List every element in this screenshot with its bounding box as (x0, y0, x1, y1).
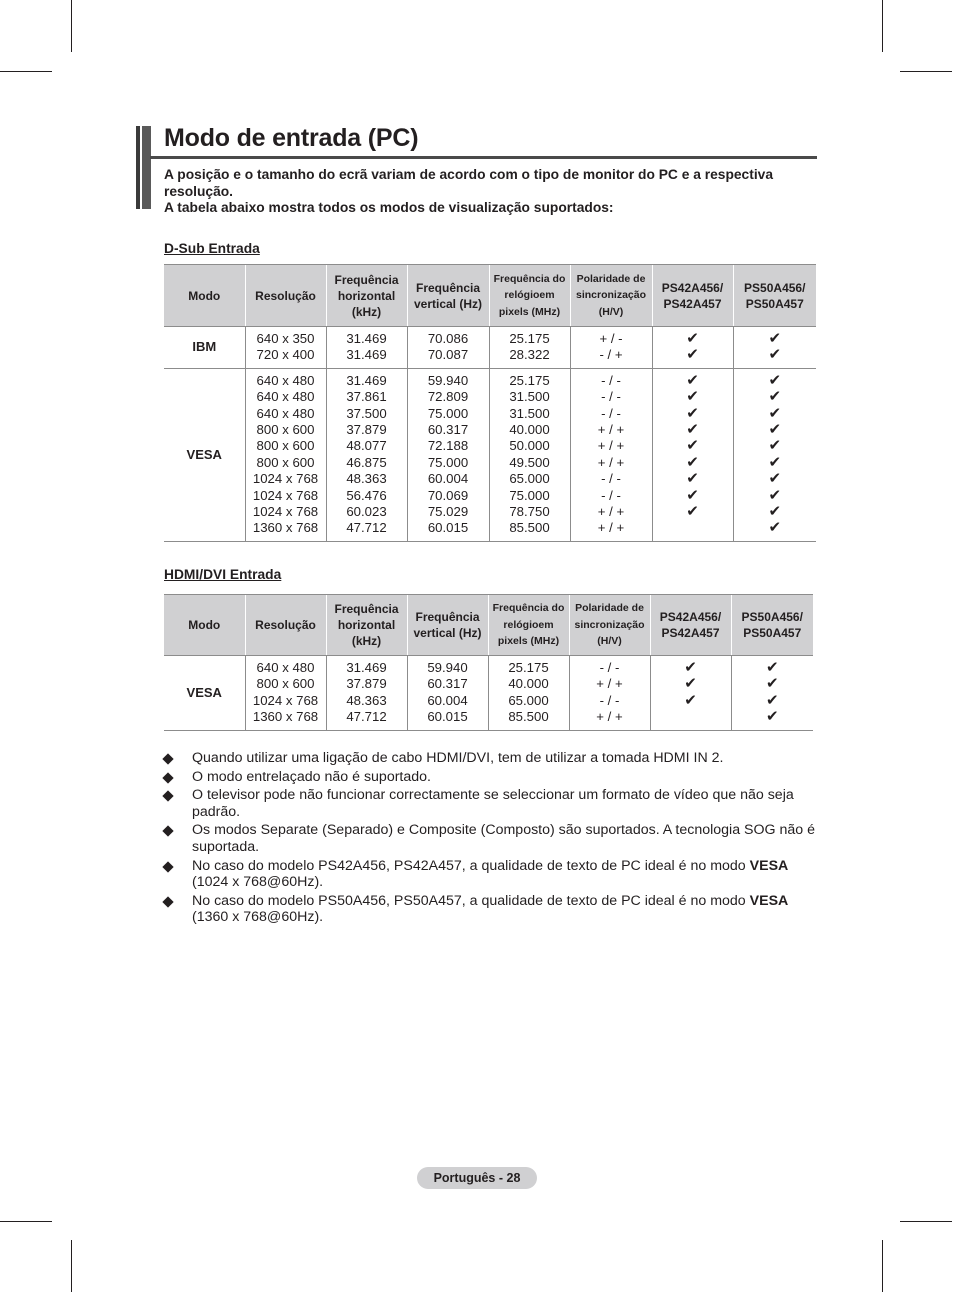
check-icon-column-ps42: ✔ ✔ ✔ ✔ ✔ ✔ ✔ ✔ ✔ (686, 371, 699, 521)
table-row (164, 327, 816, 369)
table-row (164, 368, 816, 541)
check-icon-column-ps50: ✔ ✔ (768, 330, 782, 364)
header-ps50: PS50A456/ PS50A457 (731, 595, 813, 656)
intro-line: A tabela abaixo mostra todos os modos de visualização suportados: (164, 200, 614, 215)
header-ps50: PS50A456/ PS50A457 (733, 265, 816, 327)
check-icon-column-ps42: ✔ ✔ (686, 330, 699, 364)
header-hfreq: Frequência horizontal (kHz) (326, 595, 407, 656)
crop-mark (0, 1221, 52, 1222)
header-mode: Modo (164, 595, 245, 656)
list-item (164, 858, 824, 891)
list-item (164, 893, 824, 926)
note-bold: VESA (749, 892, 789, 909)
page-title: Modo de entrada (PC) (164, 124, 419, 152)
check-icon-column-ps50: ✔ ✔ ✔ ✔ ✔ ✔ ✔ ✔ ✔ ✔ (768, 371, 782, 537)
notes-list (164, 750, 824, 928)
table-row (164, 656, 813, 731)
crop-mark (882, 1240, 883, 1292)
cell-pixel-clock: 25.175 31.500 31.500 40.000 50.000 49.500 65.000 75.000 78.750 85.500 (509, 372, 550, 536)
note-bold: VESA (749, 857, 789, 874)
cell-vfreq: 59.940 72.809 75.000 60.317 72.188 75.000 60.004 70.069 75.029 60.015 (427, 372, 469, 536)
note-text: O modo entrelaçado não é suportado. (192, 768, 431, 785)
cell-resolution: 640 x 480 640 x 480 640 x 480 800 x 600 800 x 600 800 x 600 1024 x 768 1024 x 768 1024 x 768 1360 x 768 (252, 372, 319, 536)
list-item (164, 750, 824, 767)
cell-polarity: - / - + / + - / - + / + (596, 660, 623, 725)
cell-resolution: 640 x 480 800 x 600 1024 x 768 1360 x 768 (252, 660, 319, 725)
page-number-badge: Português - 28 (417, 1167, 537, 1189)
note-text: (1024 x 768@60Hz). (192, 874, 324, 891)
cell-vfreq: 59.940 60.317 60.004 60.015 (427, 660, 468, 725)
cell-hfreq: 31.469 37.879 48.363 47.712 (346, 660, 387, 725)
dsub-modes-table (164, 264, 816, 542)
crop-mark (882, 0, 883, 52)
diamond-bullet-icon (162, 791, 173, 802)
note-text: No caso do modelo PS50A456, PS50A457, a qualidade de texto de PC ideal é no modo (192, 892, 750, 909)
crop-mark (900, 71, 952, 72)
cell-polarity: - / - - / - - / - + / + + / + + / + - / - - / - + / + + / + (597, 372, 625, 536)
crop-mark (900, 1221, 952, 1222)
header-vfreq: Frequência vertical (Hz) (407, 265, 489, 327)
note-text: Quando utilizar uma ligação de cabo HDMI/DVI, tem de utilizar a tomada HDMI IN 2. (192, 750, 724, 766)
header-polarity: Polaridade de sincronização (H/V) (570, 265, 652, 327)
hdmi-modes-table (164, 594, 813, 731)
cell-pixel-clock: 25.175 40.000 65.000 85.500 (508, 660, 549, 725)
cell-vfreq: 70.086 70.087 (427, 331, 469, 363)
cell-resolution: 640 x 350 720 x 400 (256, 331, 315, 363)
table-header-row (164, 265, 816, 327)
list-item (164, 787, 824, 820)
header-ps42: PS42A456/ PS42A457 (650, 595, 731, 656)
table-header-row (164, 595, 813, 656)
header-mode: Modo (164, 265, 245, 327)
diamond-bullet-icon (162, 826, 173, 837)
dsub-section-label: D-Sub Entrada (164, 241, 260, 256)
crop-mark (71, 1240, 72, 1292)
cell-hfreq: 31.469 37.861 37.500 37.879 48.077 46.875 48.363 56.476 60.023 47.712 (346, 372, 387, 536)
list-item (164, 769, 824, 786)
hdmi-section-label: HDMI/DVI Entrada (164, 567, 282, 582)
header-pixel-clock: Frequência do relógioem pixels (MHz) (489, 265, 570, 327)
intro-line: A posição e o tamanho do ecrã variam de acordo com o tipo de monitor do PC e a respectiva resolução. (164, 167, 774, 199)
cell-mode: IBM (164, 327, 245, 369)
title-rule (150, 156, 817, 159)
cell-polarity: + / - - / + (599, 331, 623, 363)
cell-mode: VESA (164, 368, 245, 541)
note-text: No caso do modelo PS42A456, PS42A457, a qualidade de texto de PC ideal é no modo (192, 857, 750, 874)
header-hfreq: Frequência horizontal (kHz) (326, 265, 407, 327)
header-polarity: Polaridade de sincronização (H/V) (569, 595, 650, 656)
intro-text (164, 167, 814, 217)
header-resolution: Resolução (245, 595, 326, 656)
note-text: Os modos Separate (Separado) e Composite (Composto) são suportados. A tecnologia SOG não é suportada. (192, 822, 816, 855)
diamond-bullet-icon (162, 896, 173, 907)
cell-pixel-clock: 25.175 28.322 (509, 331, 550, 363)
list-item (164, 822, 824, 855)
diamond-bullet-icon (162, 753, 173, 764)
crop-mark (71, 0, 72, 52)
header-vfreq: Frequência vertical (Hz) (407, 595, 488, 656)
check-icon-column-ps42: ✔ ✔ ✔ (684, 659, 697, 709)
note-text: O televisor pode não funcionar correctamente se seleccionar um formato de vídeo que não seja padrão. (192, 787, 794, 820)
diamond-bullet-icon (162, 861, 173, 872)
cell-mode: VESA (164, 656, 245, 731)
header-resolution: Resolução (245, 265, 326, 327)
crop-mark (0, 71, 52, 72)
check-icon-column-ps50: ✔ ✔ ✔ ✔ (765, 659, 779, 726)
header-ps42: PS42A456/ PS42A457 (652, 265, 733, 327)
cell-hfreq: 31.469 31.469 (346, 331, 387, 363)
header-pixel-clock: Frequência do relógioem pixels (MHz) (488, 595, 569, 656)
note-text: (1360 x 768@60Hz). (192, 909, 324, 926)
diamond-bullet-icon (162, 772, 173, 783)
